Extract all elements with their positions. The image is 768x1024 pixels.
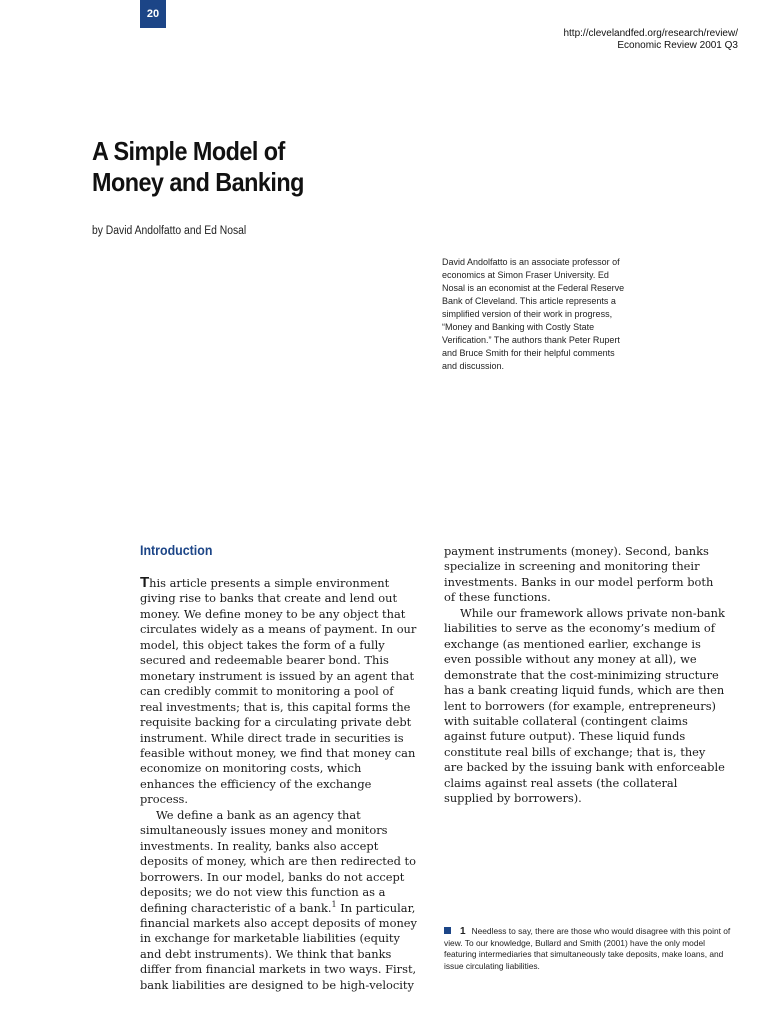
article-title <box>92 136 304 198</box>
footnote-text: Needless to say, there are those who would disagree with this point of view. To our knowledge, Bullard and Smith (2001) have the only model featuring intermediaries that simultaneously take deposits, make loans, and issue circulating liabilities. <box>444 926 731 971</box>
paragraph-2-text-cont: In particular, financial markets also accept deposits of money in exchange for marketable liabilities (equity and debt instruments). We think that banks differ from financial markets in two ways. First, bank liabilities are designed to be high-velocity <box>140 900 417 992</box>
footnote-square-icon <box>444 927 451 934</box>
byline: by David Andolfatto and Ed Nosal <box>92 225 247 237</box>
footnote-ref-1[interactable]: 1 <box>331 899 337 909</box>
paragraph-1 <box>140 575 418 808</box>
section-heading-introduction: Introduction <box>140 543 213 558</box>
source-url[interactable]: http://clevelandfed.org/research/review/ <box>563 28 738 39</box>
footnote-number: 1 <box>460 926 466 937</box>
page-number: 20 <box>146 8 160 20</box>
footnote-1 <box>444 926 734 972</box>
paragraph-3: payment instruments (money). Second, banks specialize in screening and monitoring their investments. Banks in our model perform both of these functions. <box>444 544 714 605</box>
page-number-badge <box>140 0 166 28</box>
paragraph-4: While our framework allows private non-bank liabilities to serve as the economy’s medium of exchange (as mentioned earlier, exchange is even possible without any money at all), we demonstrate that the cost-minimizing structure has a bank creating liquid funds, which are then lent to borrowers (for example, entrepreneurs) with suitable collateral (contingent claims against future output). These liquid funds constitute real bills of exchange; that is, they are backed by the issuing bank with enforceable claims against real assets (the collateral supplied by borrowers). <box>444 605 725 806</box>
title-line-1: A Simple Model of <box>92 136 285 166</box>
body-column-left <box>140 543 418 993</box>
paragraph-1-text: his article presents a simple environment giving rise to banks that create and lend out money. We define money to be any object that circulates widely as a means of payment. In our model, this object takes the form of a fully secured and redeemable bearer bond. This monetary instrument is issued by an agent that can credibly commit to monitoring a pool of real investments; that is, this capital forms the requisite backing for a circulating private debt instrument. While direct trade in securities is feasible without money, we find that money can economize on monitoring costs, which enhances the efficiency of the exchange process. <box>140 576 417 807</box>
publication-issue: Economic Review 2001 Q3 <box>617 40 738 51</box>
paragraph-2 <box>140 808 418 993</box>
header-meta <box>563 28 738 52</box>
author-note: David Andolfatto is an associate professor of economics at Simon Fraser University. Ed Nosal is an economist at the Federal Reserve Bank of Cleveland. This article represents a simplified version of their work in progress, “Money and Banking with Costly State Verification.” The authors thank Peter Rupert and Bruce Smith for their helpful comments and discussion. <box>442 257 625 371</box>
paragraph-2-text: We define a bank as an agency that simultaneously issues money and monitors investments. In reality, banks also accept deposits of money, which are then redirected to borrowers. In our model, banks do not accept deposits; we do not view this function as a defining characteristic of a bank. <box>140 807 416 915</box>
body-column-right <box>444 544 726 807</box>
title-line-2: Money and Banking <box>92 167 304 197</box>
drop-cap: T <box>140 574 150 591</box>
